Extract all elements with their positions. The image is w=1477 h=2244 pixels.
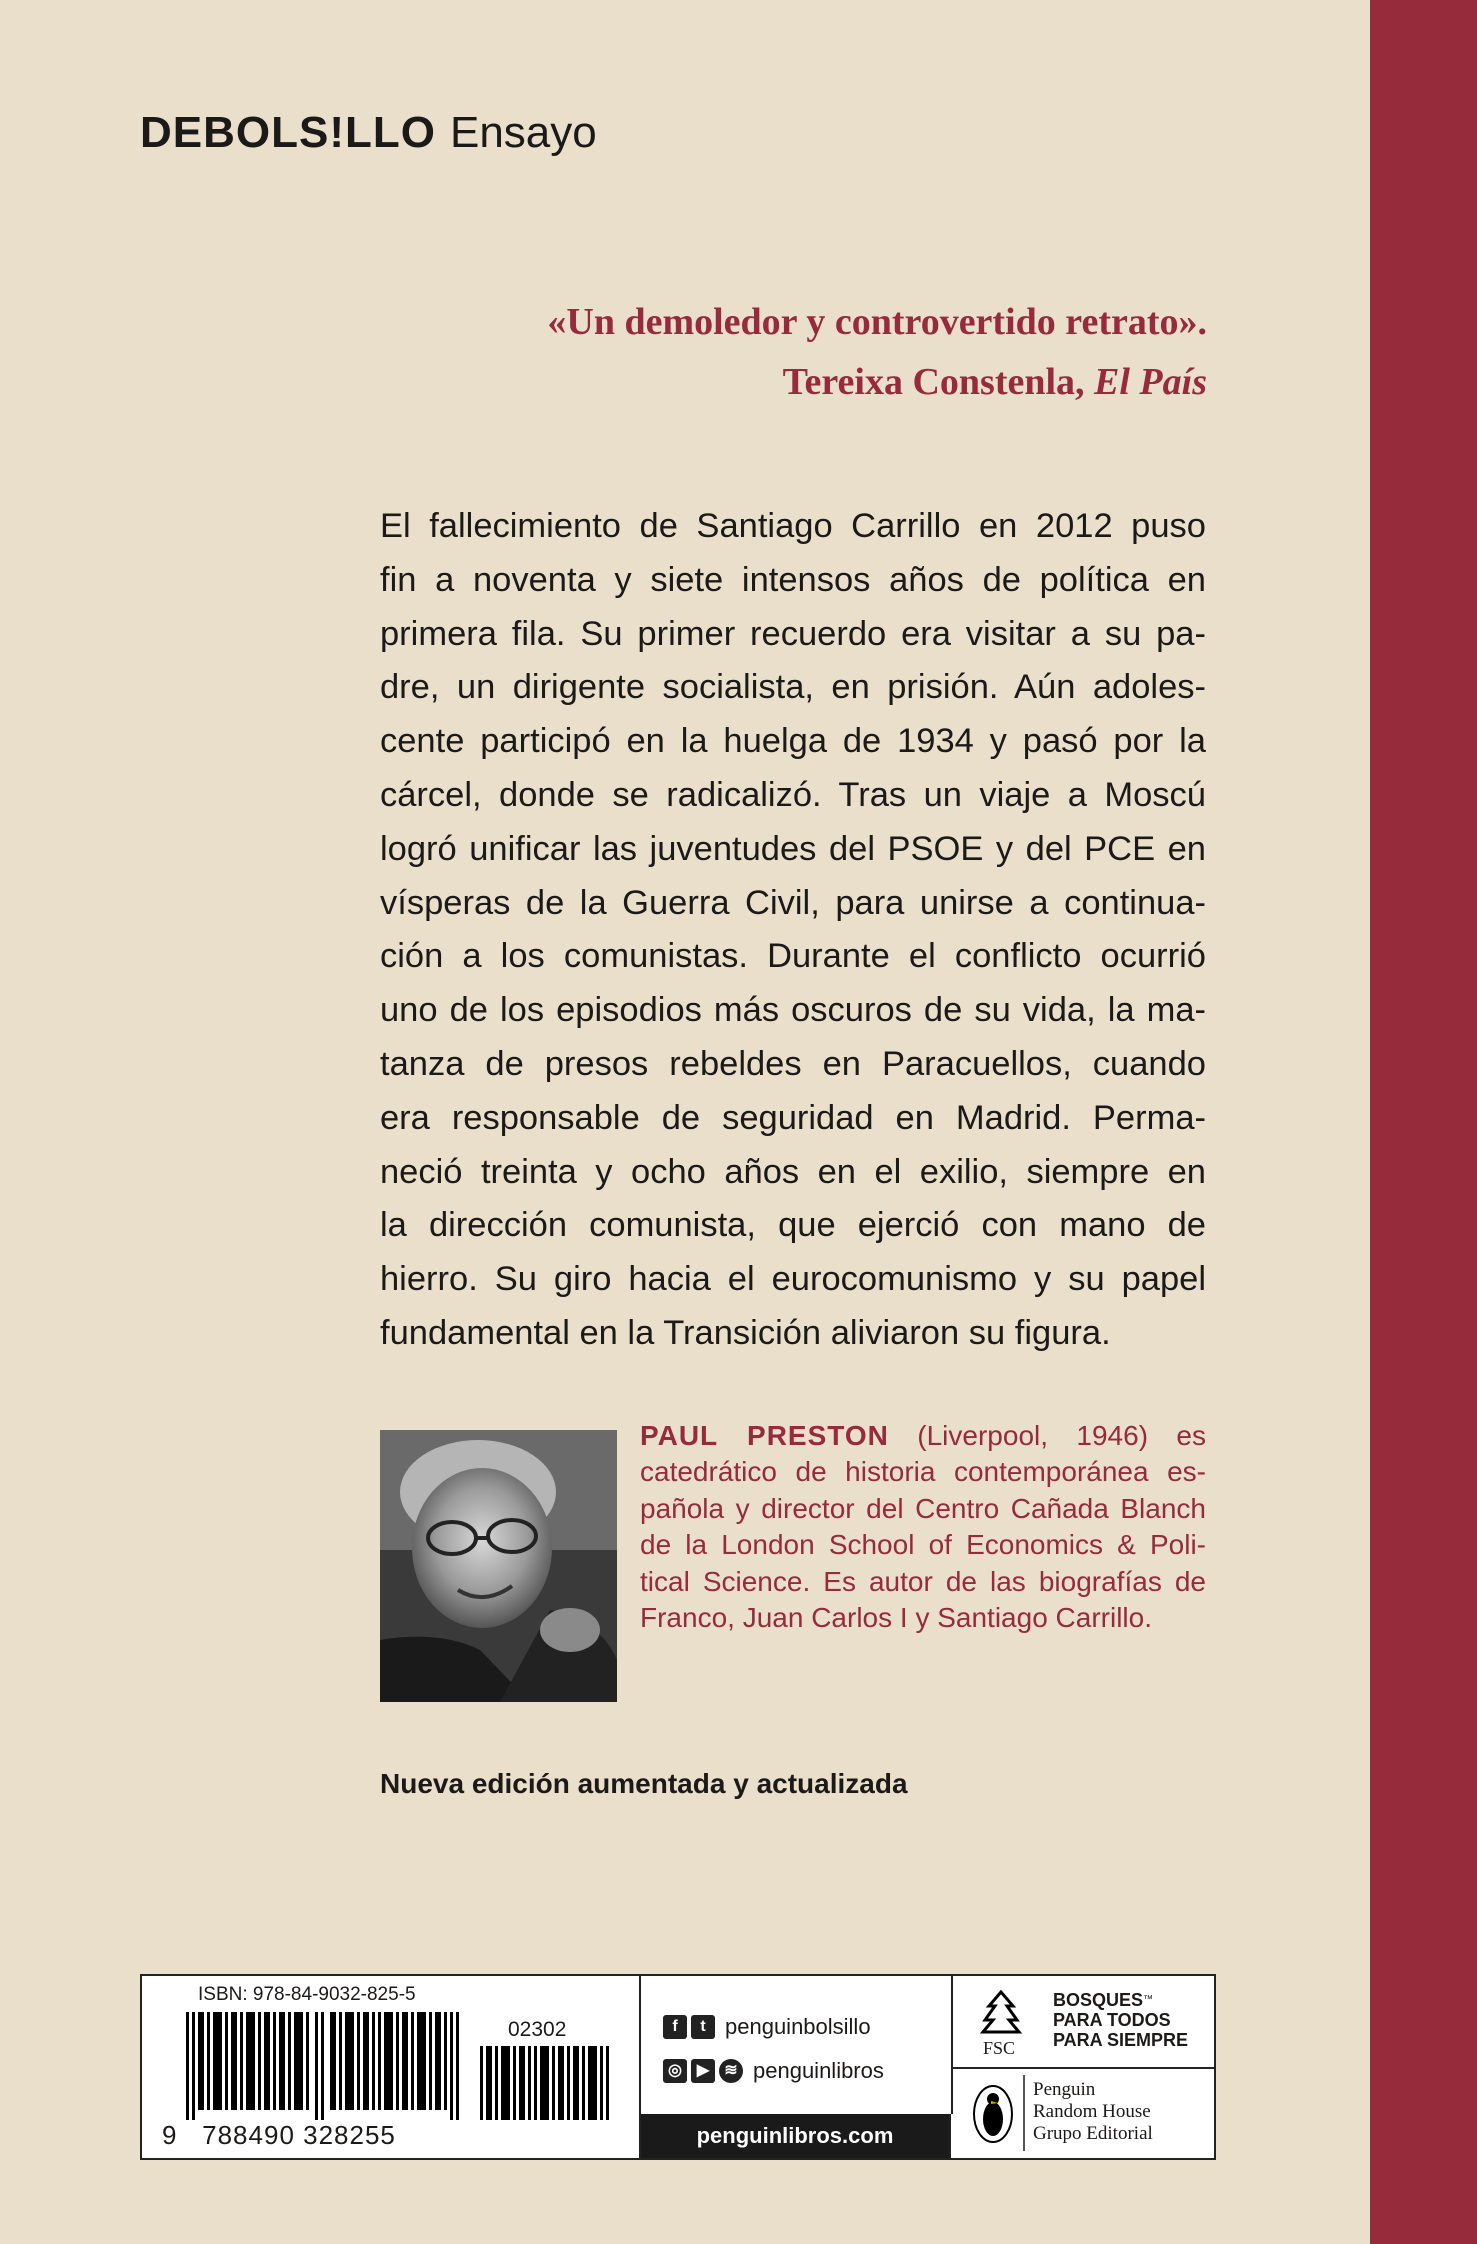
spine-color-band [1370,0,1477,2244]
barcode-area [142,1976,641,2158]
barcode-digits [162,2120,396,2151]
synopsis-line: cente participó en la huelga de 1934 y pasó por la [380,722,1206,761]
fsc-line-1: BOSQUES [1053,1990,1144,2010]
social-handle-libros[interactable]: penguinlibros [753,2058,884,2083]
fsc-line-2: PARA TODOS [1053,2010,1171,2030]
synopsis-line: tanza de presos rebeldes en Paracuellos, cuando [380,1044,1206,1083]
publisher-name [1033,2079,1153,2145]
synopsis-line: uno de los episodios más oscuros de su vida, la ma- [380,991,1206,1030]
spotify-icon[interactable]: ≋ [719,2059,743,2083]
website-url[interactable]: penguinlibros.com [641,2114,951,2158]
publisher-line-3: Grupo Editorial [1033,2123,1153,2144]
social-handle-bolsillo[interactable]: penguinbolsillo [725,2014,871,2039]
author-bio-line [640,1418,1206,1454]
social-row-bolsillo [663,2014,871,2040]
publisher-brand [140,108,597,158]
barcode-digit-groups: 788490 328255 [202,2120,396,2150]
twitter-icon[interactable]: t [691,2015,715,2039]
synopsis-line: neció treinta y ocho años en el exilio, siempre en [380,1152,1206,1191]
author-bio-line: pañola y director del Centro Cañada Blanch [640,1492,1206,1524]
barcode-addon-number: 02302 [508,2018,567,2041]
synopsis-line: fin a noventa y siete intensos años de política en [380,560,1206,599]
youtube-icon[interactable]: ▶ [691,2059,715,2083]
isbn-label: ISBN: 978-84-9032-825-5 [198,1984,416,2005]
instagram-icon[interactable]: ◎ [663,2059,687,2083]
quote-author: Tereixa Constenla [782,361,1076,403]
author-photo [380,1430,617,1702]
synopsis-line: fundamental en la Transición aliviaron su figura. [380,1313,1111,1352]
press-quote [547,292,1207,412]
author-bio-line: Franco, Juan Carlos I y Santiago Carrillo. [640,1602,1152,1634]
fsc-line-3: PARA SIEMPRE [1053,2030,1189,2050]
quote-source [547,352,1207,412]
barcode-addon-icon [480,2046,610,2120]
author-origin: (Liverpool, 1946) es [888,1420,1206,1451]
synopsis-line: hierro. Su giro hacia el eurocomunismo y su papel [380,1260,1206,1299]
fsc-tree-icon [973,1986,1029,2038]
fsc-certification [953,1976,1214,2069]
edition-note: Nueva edición aumentada y actualizada [380,1768,908,1799]
barcode-icon [186,2012,468,2120]
synopsis [380,500,1206,1361]
publisher-line-1: Penguin [1033,2079,1096,2100]
fsc-label: FSC [983,2038,1016,2058]
synopsis-line: dre, un dirigente socialista, en prisión. Aún adoles- [380,668,1206,707]
author-name: PAUL PRESTON [640,1420,889,1451]
author-bio-line: tical Science. Es autor de las biografías de [640,1565,1206,1597]
quote-separator: , [1075,361,1085,403]
synopsis-line: cárcel, donde se radicalizó. Tras un viaje a Moscú [380,775,1206,814]
quote-publication: El País [1094,361,1207,403]
fsc-trademark: ™ [1143,1994,1154,2005]
synopsis-line: la dirección comunista, que ejerció con mano de [380,1206,1206,1245]
facebook-icon[interactable]: f [663,2015,687,2039]
fsc-slogan [1053,1990,1188,2050]
publisher-logo [953,2069,1214,2158]
brand-name: DEBOLS!LLO [140,108,436,157]
penguin-logo-icon [971,2083,1015,2145]
logo-divider [1023,2075,1025,2151]
synopsis-line: primera fila. Su primer recuerdo era visitar a su pa- [380,614,1206,653]
back-cover-info-box [140,1974,1216,2160]
synopsis-line: era responsable de seguridad en Madrid. Perma- [380,1098,1206,1137]
synopsis-line: ción a los comunistas. Durante el conflicto ocurrió [380,937,1206,976]
author-bio [640,1418,1206,1636]
publisher-line-2: Random House [1033,2101,1151,2122]
synopsis-line: El fallecimiento de Santiago Carrillo en 2012 puso [380,507,1206,545]
collection-name: Ensayo [449,108,597,157]
synopsis-line: vísperas de la Guerra Civil, para unirse a continua- [380,883,1206,922]
quote-text: «Un demoledor y controvertido retrato». [547,301,1207,343]
author-bio-line: catedrático de historia contemporánea es- [640,1456,1206,1488]
social-links [641,1976,953,2114]
barcode-digit-lead: 9 [162,2120,178,2150]
synopsis-line: logró unificar las juventudes del PSOE y del PCE en [380,829,1206,868]
social-row-libros [663,2058,884,2084]
author-bio-line: de la London School of Economics & Poli- [640,1529,1206,1561]
